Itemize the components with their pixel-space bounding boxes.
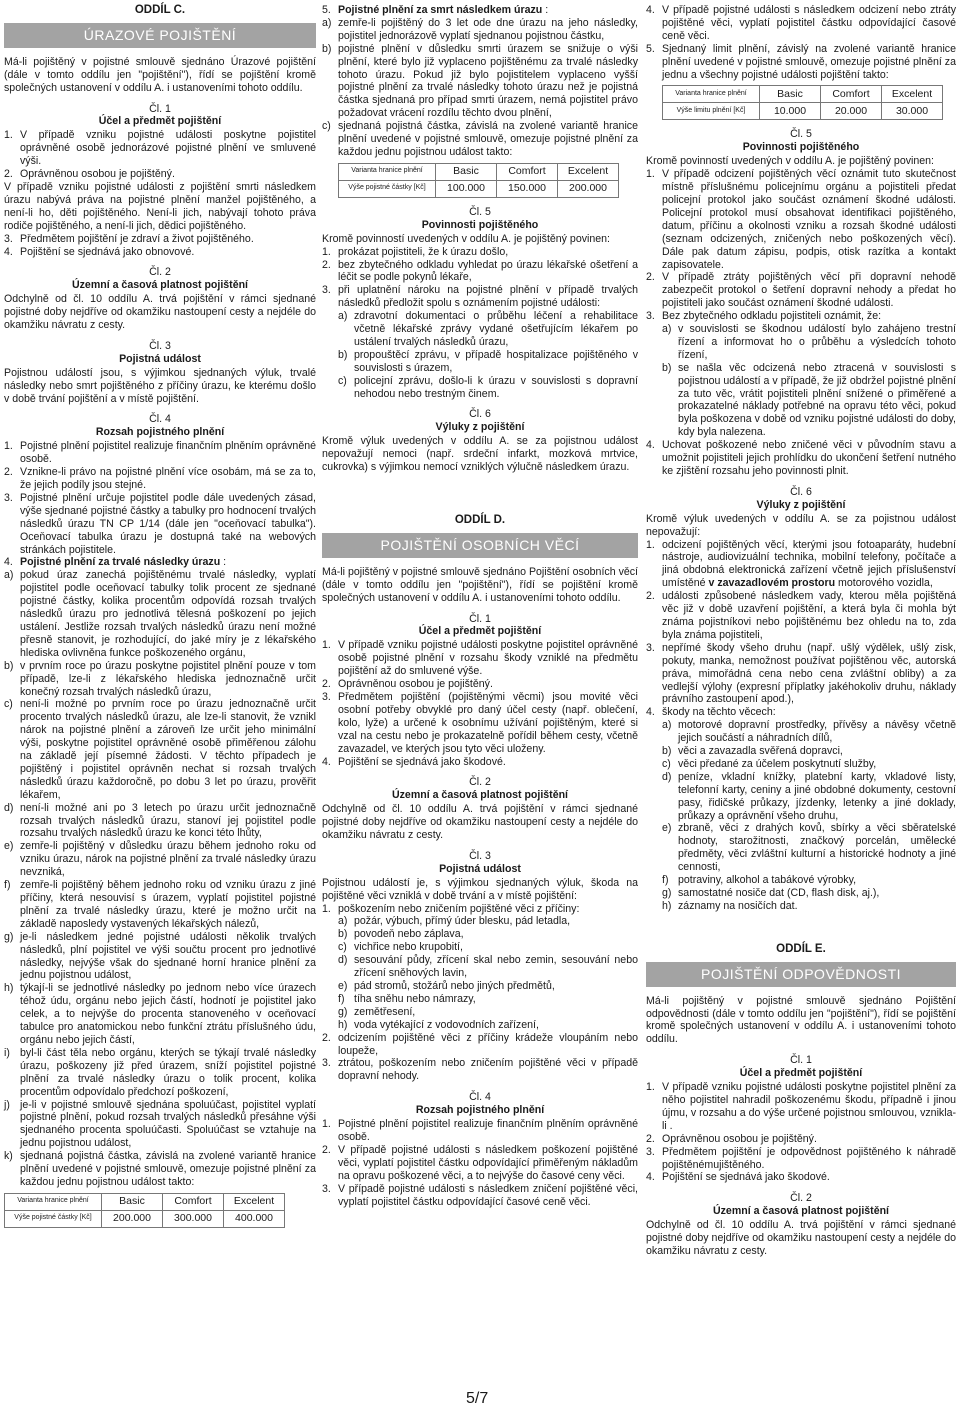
section-banner: ÚRAZOVÉ POJIŠTĚNÍ: [4, 23, 316, 48]
list-item: 2. odcizením pojištěné věci z příčiny krádeže vloupáním nebo loupeže,: [322, 1031, 638, 1057]
sub-item: f) zemře-li pojištěný během jednoho roku od vzniku úrazu z jiné příčiny, která nesouvisí s úrazem, vyplatí pojistitel pojistné plnění za trvalé následky úrazu, které je možno určit na základě naposledy vystavených lékařských nálezů,: [4, 879, 316, 930]
paragraph: Odchylně od čl. 10 oddílu A. trvá pojištění v rámci sjednané pojistné doby nejdříve od okamžiku nastoupení cesty a nejdéle do okamžiku návratu z cesty.: [4, 293, 316, 332]
table-cell: Basic: [760, 86, 821, 103]
article-number: Čl. 5: [469, 205, 491, 218]
list-item: 2. Oprávněnou osobou je pojištěný.: [646, 1132, 817, 1145]
list-item: 3. Předmětem pojištění je zdraví a život pojištěného.: [4, 232, 254, 245]
sub-item: a) zdravotní dokumentaci o průběhu léčení a rehabilitace včetně lékařské zprávy vydané ošetřujícím lékařem po ustálení trvalých následků úrazu,: [338, 310, 638, 348]
list-item: 4. Pojištění se sjednává jako škodové.: [646, 1171, 830, 1184]
paragraph: Kromě výluk uvedených v oddílu A. se za pojistnou událost nepovažují nemoci (např. srdeční infarkt, mozková mrtvice, cukrovka) s výjimkou nemocí vzniklých výlučně následkem úrazu.: [322, 435, 638, 474]
table-cell: 100.000: [436, 180, 497, 197]
list-item: 3. Předmětem pojištění je odpovědnost pojištěného k náhradě pojištěnémujištěného.: [646, 1145, 956, 1171]
list-item: 1. Pojistné plnění pojistitel realizuje finančním plněním oprávněné osobě.: [322, 1118, 638, 1143]
list-item: 2. V případě ztráty pojištěných věcí při dopravní nehodě zabezpečit protokol o šetření dopravní nehody a předat ho pojistiteli jako součást oznámení škodné události.: [646, 271, 956, 310]
table-label: Výše pojistné částky [Kč]: [5, 1210, 102, 1227]
list-item: 1. V případě odcizení pojištěných věcí oznámit tuto skutečnost místně příslušnému policejnímu orgánu a pojistiteli předat policejní protokol jako součást oznámení škodné události. Policejní protokol musí obsahovat identifikaci pojištěného, datum, příčinu a okolnosti vzniku a rozsah škodné události (seznam odcizených, zničených nebo poškozených věcí). Dále pak datum zápisu, podpis, otisk razítka a kontakt zapisovatele.: [646, 168, 956, 271]
sub-item: b) se našla věc odcizená nebo ztracená v souvislosti s pojistnou událostí a v případě, že již obdržel pojistné plnění za tuto věc, vrátit pojistiteli plnění snížené o přiměřené a prokazatelné náklady potřebné na opravu této věci, pokud byla poškozena v době od vzniku pojistné události do doby, kdy byla nalezena.: [662, 361, 956, 439]
section-heading: ODDÍL E.: [776, 942, 826, 955]
sub-item: b) povodeň nebo záplava,: [338, 928, 464, 941]
table-cell: 150.000: [497, 180, 558, 197]
sub-item: d) sesouvání půdy, zřícení skal nebo zemin, sesouvání nebo zřícení sněhových lavin,: [338, 954, 638, 980]
list-item: 1. V případě vzniku pojistné události poskytne pojistitel plnění za něho pojistitel nahradil poškozenému škodu, případně i jinou újmu, v rozsahu a do výše určené pojistnou smlouvou, vznikla-li .: [646, 1081, 956, 1132]
table-cell: 10.000: [760, 103, 821, 120]
article-title: Územní a časová platnost pojištění: [71, 279, 249, 292]
list-item: 4. Pojištění se sjednává jako obnovové.: [4, 245, 195, 258]
article-title: Pojistná událost: [439, 862, 521, 875]
article-title: Výluky z pojištění: [435, 421, 525, 434]
sub-item: a) motorové dopravní prostředky, přívěsy a návěsy včetně jejich součástí a náhradních dílů,: [662, 719, 956, 745]
list-item: 4. Pojistné plnění za trvalé následky úrazu :: [4, 556, 227, 569]
article-number: Čl. 1: [149, 102, 171, 115]
column-2: [322, 4, 638, 1208]
article-number: Čl. 1: [469, 612, 491, 625]
article-title: Rozsah pojistného plnění: [95, 426, 225, 439]
list-item: 3. Bez zbytečného odkladu pojistiteli oznámit, že:: [646, 310, 882, 323]
list-item: 2. události způsobené následkem vady, kterou měla pojištěná věc již v době uzavření pojištění, a která byla či mohla být známa pojistníkovi nebo pojištěnému bez ohledu na to, zda byla známa pojistiteli,: [646, 590, 956, 641]
paragraph: Odchylně od čl. 10 oddílu A. trvá pojištění v rámci sjednané pojistné doby nejdříve od okamžiku nastoupení cesty a nejdéle do okamžiku návratu z cesty.: [322, 803, 638, 842]
table-cell: Comfort: [821, 86, 882, 103]
sub-item: b) propouštěcí zprávu, v případě hospitalizace pojištěného v souvislosti s úrazem,: [338, 348, 638, 374]
article-title: Účel a předmět pojištění: [418, 625, 542, 638]
article-title: Územní a časová platnost pojištění: [391, 789, 569, 802]
list-item: 3. V případě pojistné události s následkem zničení pojištěné věci, vyplatí pojistitel částku odpovídající časové ceně věci.: [322, 1182, 638, 1208]
section-banner: POJIŠTĚNÍ OSOBNÍCH VĚCÍ: [322, 533, 638, 558]
list-item: 3. při uplatnění nároku na pojistné plnění v případě trvalých následků předložit spolu s oznámením pojistné události:: [322, 284, 638, 310]
limits-table: [338, 163, 619, 198]
article-title: Výluky z pojištění: [756, 498, 846, 511]
list-item: 3. ztrátou, poškozením nebo zničením pojištěné věci v případě dopravní nehody.: [322, 1057, 638, 1083]
table-cell: Excelent: [882, 86, 943, 103]
sub-item: j) je-li v pojistné smlouvě sjednána spoluúčast, pojistitel vyplatí pojistné plnění, pokud rozsah trvalých následků přesáhne výši sjednaného procenta spoluúčasti. Spoluúčast se vztahuje na jednu pojistnou událost,: [4, 1098, 316, 1150]
sub-item: c) sjednaná pojistná částka, závislá na zvolené variantě hranice plnění uvedené v pojistné smlouvě, omezuje pojistné plnění za každou jednu pojistnou událost takto:: [322, 120, 638, 158]
table-cell: 400.000: [224, 1210, 285, 1227]
list-item: 5. Sjednaný limit plnění, závislý na zvolené variantě hranice plnění uvedené v pojistné smlouvě, omezuje pojistné plnění za jednu a všechny pojistné události pojištění takto:: [646, 42, 956, 81]
sub-item: h) týkají-li se jednotlivé následky po jednom nebo více úrazech téhož údu, orgánu nebo jejich částí, hodnotí je pojistitel jako celek, a to nejvýše do procenta stanoveného v oceňovací tabulce pro anatomickou nebo funkční ztrátu příslušného údu, orgánu nebo jejich částí,: [4, 982, 316, 1046]
article-number: Čl. 6: [469, 408, 491, 421]
table-cell: 20.000: [821, 103, 882, 120]
intro-paragraph: Má-li pojištěný v pojistné smlouvě sjednáno Úrazové pojištění (dále v tomto oddílu jen "pojištění"), řídí se pojištění kromě společných ustanovení v oddílu A. i ustanoveními tohoto oddílu.: [4, 55, 316, 94]
list-item: 4. Uchovat poškozené nebo zničené věci v původním stavu a umožnit pojistiteli jejich prohlídku do ukončení šetření nutného ke zjištění rozsahu jeho povinnosti plnit.: [646, 439, 956, 477]
article-title: Rozsah pojistného plnění: [415, 1104, 545, 1117]
paragraph: Odchylně od čl. 10 oddílu A. trvá pojištění v rámci sjednané pojistné doby nejdříve od okamžiku nastoupení cesty a nejdéle do okamžiku návratu z cesty.: [646, 1219, 956, 1257]
article-title: Povinnosti pojištěného: [742, 141, 860, 154]
sub-item: b) v prvním roce po úrazu poskytne pojistitel plnění pouze v tom případě, lze-li z lékařského hlediska jednoznačně určit konečný rozsah trvalých následků úrazu,: [4, 659, 316, 698]
article-number: Čl. 4: [149, 413, 171, 426]
article-number: Čl. 6: [790, 485, 812, 498]
list-item: 5. Pojistné plnění za smrt následkem úrazu :: [322, 4, 549, 16]
paragraph: Kromě povinností uvedených v oddílu A. je pojištěný povinen:: [322, 232, 610, 245]
table-cell: Comfort: [497, 163, 558, 180]
article-number: Čl. 3: [469, 849, 491, 862]
list-item: 4. škody na těchto věcech:: [646, 706, 776, 719]
table-label: Výše limitu plnění [Kč]: [663, 103, 760, 120]
list-item: 2. bez zbytečného odkladu vyhledat po úrazu lékařské ošetření a léčit se podle pokynů lékaře,: [322, 258, 638, 284]
sub-item: b) pojistné plnění v důsledku smrti úrazem se snižuje o výši plnění, které bylo již vyplaceno pojištěnému za trvalé následky tohoto úrazu. Pokud již bylo pojistitelem vyplaceno vyšší pojistné plnění za trvalé následky tohoto úrazu než je pojistná částka sjednaná pro případ smrti úrazem, nemá pojistitel právo požadovat vrácení rozdílu těchto dvou plnění,: [322, 42, 638, 120]
article-title: Povinnosti pojištěného: [421, 218, 539, 231]
sub-item: f) potraviny, alkohol a tabákové výrobky,: [662, 874, 857, 887]
sub-item: k) sjednaná pojistná částka, závislá na zvolené variantě hranice plnění uvedené v pojistné smlouvě, omezuje pojistné plnění za každou jednu pojistnou událost takto:: [4, 1150, 316, 1188]
sub-item: h) záznamy na nosičích dat.: [662, 899, 798, 912]
sub-item: i) byl-li část těla nebo orgánu, kterých se týkají trvalé následky úrazu, poškozeny již před úrazem, sníží pojistitel pojistné plnění za trvalé následky úrazu o tolik procent, kolika procentům odpovídalo předchozí poškození,: [4, 1046, 316, 1098]
article-number: Čl. 1: [790, 1054, 812, 1067]
column-3: [646, 4, 956, 1258]
table-cell: Excelent: [224, 1193, 285, 1210]
sub-item: c) vichřice nebo krupobití,: [338, 941, 463, 954]
list-item: 3. nepřímé škody všeho druhu (např. ušlý výdělek, ušlý zisk, pokuty, manka, nemožnost používat pojištěnou věc, autorská práva, mimořádná cena nebo cena zvláštní obliby) a za vedlejší výlohy (expresní příplatky jakéhokoliv druhu, náklady právního zastoupení apod.),: [646, 641, 956, 706]
table-cell: 30.000: [882, 103, 943, 120]
paragraph: Kromě výluk uvedených v oddílu A. se za pojistnou událost nepovažují:: [646, 512, 956, 538]
table-cell: Basic: [102, 1193, 163, 1210]
article-title: Účel a předmět pojištění: [98, 115, 222, 128]
paragraph: V případě vzniku pojistné události z pojištění smrti následkem úrazu nabývá práva na pojistné plnění manžel pojištěného, a není-li ho, děti pojištěného. Není-li jich, nabývají tohoto práva rodiče pojištěného, a není-li jich, dědici pojištěného.: [4, 180, 316, 232]
sub-item: a) zemře-li pojištěný do 3 let ode dne úrazu na jeho následky, pojistitel jednorázově vyplatí sjednanou pojistnou částku,: [322, 16, 638, 42]
article-number: Čl. 2: [149, 266, 171, 279]
article-title: Účel a předmět pojištění: [739, 1067, 863, 1080]
sub-item: c) policejní zprávu, došlo-li k úrazu v souvislosti s dopravní nehodou nebo trestným činem.: [338, 374, 638, 400]
table-label: Výše pojistné částky [Kč]: [339, 180, 436, 197]
article-number: Čl. 2: [469, 776, 491, 789]
list-item: 1. poškozením nebo zničením pojištěné věci z příčiny:: [322, 902, 580, 915]
article-title: Pojistná událost: [119, 352, 201, 365]
limits-table: [4, 1193, 285, 1228]
sub-item: d) není-li možné ani po 3 letech po úrazu určit jednoznačně rozsah trvalých následků úrazu, stanoví jej pojistitel podle rozsahu trvalých následků úrazu ke konci této lhůty,: [4, 801, 316, 840]
list-item: 2. Vznikne-li právo na pojistné plnění více osobám, má se za to, že jejich podíly jsou stejné.: [4, 466, 316, 491]
article-number: Čl. 2: [790, 1192, 812, 1205]
sub-item: g) samostatné nosiče dat (CD, flash disk, aj.),: [662, 887, 880, 899]
list-item: 2. V případě pojistné události s následkem poškození pojištěné věci, vyplatí pojistitel částku odpovídající přiměřeným nákladům na opravu poškozené věci, a to nejvýše do časové ceny věci.: [322, 1143, 638, 1182]
intro-paragraph: Má-li pojištěný v pojistné smlouvě sjednáno Pojištění osobních věcí (dále v tomto oddílu jen "pojištění"), řídí se pojištění kromě společných ustanovení v oddílu A. i ustanoveními tohoto oddílu.: [322, 565, 638, 604]
list-item: 4. V případě pojistné události s následkem odcizení nebo ztráty pojištěné věci, vyplatí pojistitel částku odpovídající časové ceně věci.: [646, 4, 956, 42]
paragraph: Kromě povinností uvedených v oddílu A. je pojištěný povinen:: [646, 155, 934, 168]
paragraph: Pojistnou událostí je, s výjimkou sjednaných výluk, škoda na pojištěné věci vzniklá v době trvání a v místě pojištění:: [322, 876, 638, 902]
list-item: 1. prokázat pojistiteli, že k úrazu došlo,: [322, 245, 509, 258]
list-item: 1. V případě vzniku pojistné události poskytne pojistitel oprávněné osobě pojistné plnění v rozsahu škody vzniklé na předmětu pojištění až do smluvené výše.: [322, 639, 638, 678]
sub-item: a) požár, výbuch, přímý úder blesku, pád letadla,: [338, 915, 571, 928]
sub-item: c) věci předané za účelem poskytnutí služby,: [662, 757, 877, 770]
sub-item: g) je-li následkem jedné pojistné události několik trvalých následků, plní pojistitel ve výši součtu procent pro jednotlivé následky, nejvýše však do sjednané horní hranice plnění za jednu pojistnou událost,: [4, 930, 316, 982]
column-1: [4, 4, 316, 1232]
section-heading: ODDÍL C.: [134, 4, 186, 16]
article-title: Územní a časová platnost pojištění: [712, 1205, 890, 1218]
table-cell: 200.000: [558, 180, 619, 197]
sub-item: e) pád stromů, stožárů nebo jiných předmětů,: [338, 980, 555, 992]
table-cell: Basic: [436, 163, 497, 180]
table-cell: 300.000: [163, 1210, 224, 1227]
sub-item: e) zbraně, věci z drahých kovů, sbírky a věci sběratelské hodnoty, starožitnosti, značkový porcelán, umělecké předměty, věci zvláštní kulturní a historické hodnoty a jiné cennosti,: [662, 822, 956, 874]
table-label: Varianta hranice plnění: [5, 1193, 102, 1210]
article-number: Čl. 5: [790, 128, 812, 141]
list-item: 1. V případě vzniku pojistné události poskytne pojistitel oprávněné osobě jednorázové pojistné plnění ve smluvené výši.: [4, 129, 316, 168]
table-label: Varianta hranice plnění: [339, 163, 436, 180]
article-number: Čl. 3: [149, 339, 171, 352]
table-label: Varianta hranice plnění: [663, 86, 760, 103]
sub-item: b) věci a zavazadla svěřená dopravci,: [662, 745, 843, 758]
paragraph: Pojistnou událostí jsou, s výjimkou sjednaných výluk, trvalé následky nebo smrt pojištěného z příčiny úrazu, ke kterému došlo v době trvání pojištění a v místě pojištění.: [4, 366, 316, 405]
limits-table: [662, 85, 943, 120]
table-cell: Excelent: [558, 163, 619, 180]
sub-item: e) zemře-li pojištěný v důsledku úrazu během jednoho roku od vzniku úrazu, nárok na pojistné plnění za trvalé následky úrazu nevzniká,: [4, 840, 316, 879]
list-item: 4. Pojištění se sjednává jako škodové.: [322, 755, 506, 768]
list-item: 1. Pojistné plnění pojistitel realizuje finančním plněním oprávněné osobě.: [4, 440, 316, 466]
intro-paragraph: Má-li pojištěný v pojistné smlouvě sjednáno Pojištění odpovědnosti (dále v tomto oddílu jen "pojištění"), řídí se pojištění kromě společných ustanovení v oddílu A. i ustanoveními tohoto oddílu.: [646, 994, 956, 1046]
list-item: 2. Oprávněnou osobou je pojištěný.: [322, 678, 493, 691]
table-cell: 200.000: [102, 1210, 163, 1227]
list-item: 3. Pojistné plnění určuje pojistitel podle dále uvedených zásad, výše sjednané pojistné částky a tabulky pro hodnocení trvalých následků úrazu TN CP 1/14 (dále jen "oceňovací tabulka"). Oceňovací tabulka úrazu je dostupná také na webových stránkách pojistitele.: [4, 491, 316, 556]
sub-item: a) pokud úraz zanechá pojištěnému trvalé následky, vyplatí pojistitel podle oceňovací tabulky tolik procent ze sjednané pojistné částky, kolika procentům odpovídá rozsah trvalých následků úrazu pro jednotlivá tělesná poškození po jejich ustálení. Jestliže rozsah trvalých následků úrazu není možné přesně stanovit, je rozhodující, do jaké míry je z lékařského hlediska ovlivněna funkce poškozeného orgánu,: [4, 569, 316, 659]
table-cell: Comfort: [163, 1193, 224, 1210]
sub-item: g) zemětřesení,: [338, 1005, 416, 1018]
sub-item: h) voda vytékající z vodovodních zařízení,: [338, 1018, 539, 1031]
sub-item: d) peníze, vkladní knížky, platební karty, vkladové listy, telefonní karty, ceniny a jiné obdobné dokumenty, cestovní pasy, řidičské průkazy, jízdenky, letenky a jiné doklady, průkazy a oprávnění všeho druhu,: [662, 770, 956, 822]
article-number: Čl. 4: [469, 1091, 491, 1104]
list-item: 2. Oprávněnou osobou je pojištěný.: [4, 168, 175, 181]
section-heading: ODDÍL D.: [454, 514, 506, 526]
page-number: 5/7: [466, 1390, 489, 1407]
list-item: 1. odcizení pojištěných věcí, kterými jsou fotoaparáty, hudební nástroje, audiovizuální technika, mobilní telefony, počítače a jiná obdobná elektronická zařízení včetně jejich příslušenství umístěné v zavazadlovém prostoru motorového vozidla,: [646, 538, 956, 590]
list-item: 3. Předmětem pojištění (pojištěnými věcmi) jsou movité věci osobní potřeby obvyklé pro daný účel cesty (např. oblečení, kolo, lyže) a určené k osobnímu užívání pojištěným, které si vzal na cestu nebo je prokazatelně pořídil během cesty, včetně zavazadel, ve kterých jsou tyto věci uloženy.: [322, 690, 638, 755]
section-banner: POJIŠTĚNÍ ODPOVĚDNOSTI: [646, 962, 956, 987]
sub-item: a) v souvislosti se škodnou událostí bylo zahájeno trestní řízení a informovat ho o průběhu a výsledcích tohoto řízení,: [662, 323, 956, 361]
sub-item: f) tíha sněhu nebo námrazy,: [338, 992, 476, 1005]
sub-item: c) není-li možné po prvním roce po úrazu jednoznačně určit procento trvalých následků úrazu, ale lze-li stanovit, že vznikl nárok na pojistné plnění a zároveň lze určit jeho minimální výši, poskytne pojistitel oprávněné osobě přiměřenou zálohu na základě její písemné žádosti. V těchto případech je pojištěný i pojistitel oprávněn nechat si rozsah trvalých následků úrazu každoročně, po dobu 3 let po úrazu, prověřit lékařem,: [4, 698, 316, 801]
